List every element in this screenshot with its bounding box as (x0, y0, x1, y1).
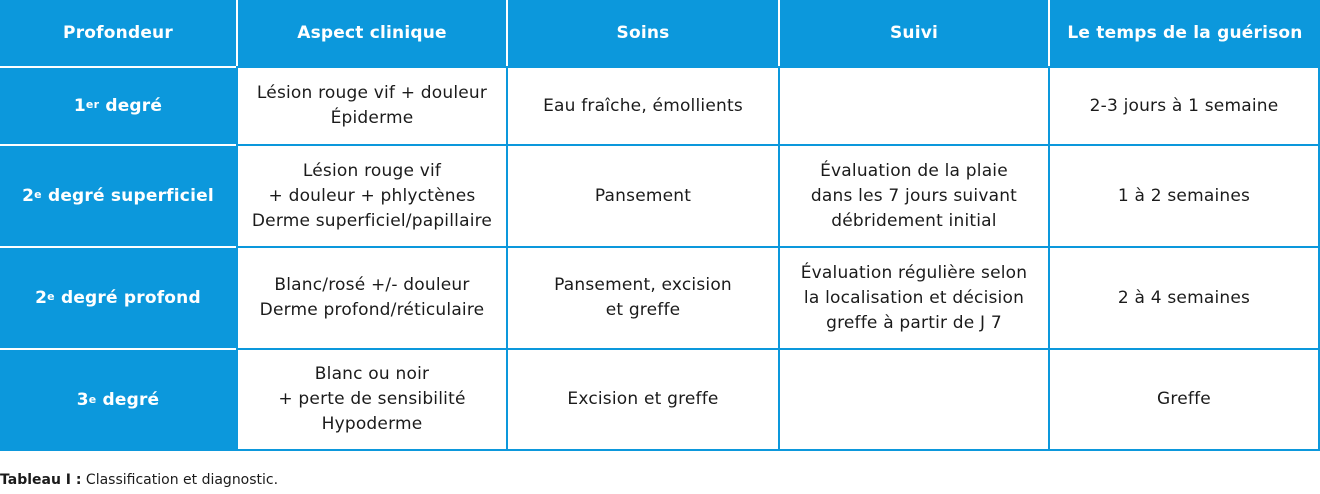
row-4-temps: Greffe (1048, 348, 1320, 451)
row-3-temps: 2 à 4 semaines (1048, 246, 1320, 348)
row-4-aspect: Blanc ou noir + perte de sensibilité Hypoderme (236, 348, 506, 451)
row-4-soins: Excision et greffe (506, 348, 778, 451)
row-2-suivi: Évaluation de la plaie dans les 7 jours suivant débridement initial (778, 144, 1048, 246)
depth-number: 1 (73, 95, 86, 116)
row-3-aspect: Blanc/rosé +/- douleur Derme profond/réticulaire (236, 246, 506, 348)
row-depth-1: 1 $^{er}$ degré (0, 66, 236, 144)
row-3-soins: Pansement, excision et greffe (506, 246, 778, 348)
depth-label: degré (99, 95, 163, 116)
row-depth-4: 3 $^e$ degré (0, 348, 236, 451)
header-aspect-clinique: Aspect clinique (236, 0, 506, 66)
header-profondeur: Profondeur (0, 0, 236, 66)
depth-label: degré (96, 390, 160, 410)
header-temps-guerison: Le temps de la guérison (1048, 0, 1320, 66)
row-1-soins: Eau fraîche, émollients (506, 66, 778, 144)
header-soins: Soins (506, 0, 778, 66)
depth-number: 3 (76, 390, 89, 410)
row-4-suivi (778, 348, 1048, 451)
row-2-soins: Pansement (506, 144, 778, 246)
depth-label: degré superficiel (41, 185, 214, 206)
header-suivi: Suivi (778, 0, 1048, 66)
caption-text: Classification et diagnostic. (81, 472, 279, 488)
row-depth-3: 2 $^e$ degré profond (0, 246, 236, 348)
depth-label: degré profond (54, 287, 201, 308)
row-1-suivi (778, 66, 1048, 144)
row-2-temps: 1 à 2 semaines (1048, 144, 1320, 246)
row-depth-2: 2 $^e$ degré superficiel (0, 144, 236, 246)
row-1-aspect: Lésion rouge vif + douleur Épiderme (236, 66, 506, 144)
depth-number: 2 (35, 287, 48, 308)
depth-number: 2 (22, 185, 35, 206)
caption-label: Tableau I : (0, 472, 82, 488)
row-1-temps: 2-3 jours à 1 semaine (1048, 66, 1320, 144)
table-caption (0, 472, 278, 488)
row-2-aspect: Lésion rouge vif + douleur + phlyctènes Derme superficiel/papillaire (236, 144, 506, 246)
row-3-suivi: Évaluation régulière selon la localisation et décision greffe à partir de J 7 (778, 246, 1048, 348)
